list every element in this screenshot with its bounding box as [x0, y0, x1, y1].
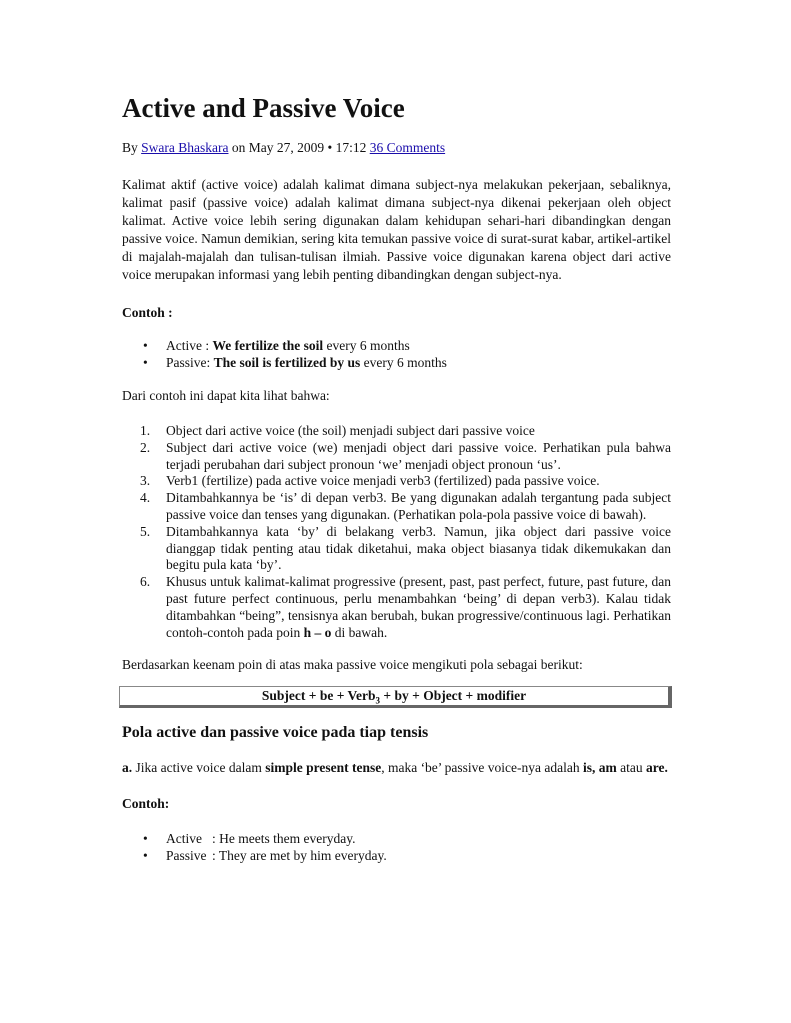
example-suffix: every 6 months: [360, 355, 447, 370]
example-bold: The soil is fertilized by us: [213, 355, 361, 370]
section-heading: Pola active dan passive voice pada tiap tensis: [122, 724, 429, 742]
item-a-paragraph: [122, 759, 671, 777]
contoh2-label: Contoh:: [122, 796, 170, 812]
step-number: 1.: [140, 423, 151, 438]
author-link[interactable]: Swara Bhaskara: [141, 140, 229, 155]
page-title: Active and Passive Voice: [122, 93, 405, 123]
formula-before: Subject + be + Verb: [261, 687, 376, 703]
example-suffix: every 6 months: [323, 338, 410, 353]
formula-after: + by + Object + modifier: [380, 687, 527, 703]
list-item: [122, 574, 671, 641]
example2-label: Active: [166, 831, 202, 847]
steps-list: [122, 423, 671, 641]
example2-label: Passive: [166, 848, 207, 864]
item-a-bold: are.: [646, 760, 668, 776]
item-a-text: atau: [616, 760, 646, 776]
intro-paragraph: Kalimat aktif (active voice) adalah kalimat dimana subject-nya melakukan pekerjaan, sebaliknya, kalimat pasif (passive voice) adalah kalimat dimana subject-nya dikenai pekerjaan oleh object kalimat. Active voice lebih sering digunakan dalam kehidupan sehari-hari dibandingkan dengan passive voice. Namun demikian, sering kita temukan passive voice di surat-surat kabar, artikel-artikel di majalah-majalah dan tulisan-tulisan ilmiah. Passive voice digunakan karena object dari active voice merupakan informasi yang lebih penting dibandingkan dengan subject-nya.: [122, 177, 671, 282]
list-item: [122, 423, 671, 440]
step-text: Ditambahkannya be ‘is’ di depan verb3. Be yang digunakan adalah tergantung pada subject passive voice dan tenses yang digunakan. (Perhatikan pola-pola passive voice di bawah).: [166, 490, 671, 522]
formula-box: [119, 686, 672, 708]
example2-text: : He meets them everyday.: [212, 831, 356, 847]
step-number: 6.: [140, 574, 151, 590]
byline-date: on May 27, 2009 • 17:12: [228, 140, 370, 155]
step-text: Verb1 (fertilize) pada active voice menjadi verb3 (fertilized) pada passive voice.: [166, 473, 600, 489]
list-item: [122, 524, 671, 574]
list-item: [122, 354, 671, 371]
list-item: [122, 337, 671, 354]
step-text: Subject dari active voice (we) menjadi object dari passive voice. Perhatikan pula bahwa terjadi perubahan dari subject pronoun ‘we’ menjadi object pronoun ‘us’.: [166, 439, 671, 472]
example-list: [122, 337, 671, 371]
formula-text: [262, 688, 526, 706]
example-bold: We fertilize the soil: [212, 338, 324, 353]
list-item: [122, 473, 671, 490]
example-prefix: Passive:: [166, 355, 214, 370]
formula-subscript: 3: [375, 695, 381, 706]
list-item: [122, 490, 671, 524]
item-a-bold: is, am: [583, 760, 617, 776]
berdasarkan-paragraph: Berdasarkan keenam poin di atas maka passive voice mengikuti pola sebagai berikut:: [122, 657, 583, 673]
step-suffix: di bawah.: [331, 624, 388, 640]
item-a-text: , maka ‘be’ passive voice-nya adalah: [381, 760, 583, 776]
item-a-label: a.: [122, 760, 133, 776]
byline: [122, 139, 671, 157]
list-item: [122, 440, 671, 474]
step-text: Khusus untuk kalimat-kalimat progressive (present, past, past perfect, future, past future, dan past future perfect continuous, perlu menambahkan ‘being’ di depan verb3). Kalau tidak ditambahkan “being”, tensisnya akan berubah, bukan progressive/continuous lagi. Perhatikan contoh-contoh pada poin: [166, 574, 671, 640]
comments-link[interactable]: 36 Comments: [369, 140, 446, 155]
step-text: Ditambahkannya kata ‘by’ di belakang verb3. Namun, jika object dari passive voice dianggap tidak penting atau tidak diketahui, maka object biasanya tidak dikemukakan dan begitu pula kata ‘by’.: [166, 523, 671, 573]
list-item: [122, 847, 671, 864]
document-page: [122, 92, 671, 864]
step-number: 3.: [140, 473, 151, 489]
step-number: 5.: [140, 523, 151, 539]
example2-list: [122, 830, 671, 864]
dari-paragraph: Dari contoh ini dapat kita lihat bahwa:: [122, 388, 330, 403]
contoh-label: Contoh :: [122, 305, 173, 320]
step-text: Object dari active voice (the soil) menjadi subject dari passive voice: [166, 423, 535, 438]
step-number: 4.: [140, 490, 151, 506]
byline-prefix: By: [122, 140, 142, 155]
step-number: 2.: [140, 439, 151, 455]
item-a-bold: simple present tense: [265, 760, 382, 776]
step-bold: h – o: [303, 624, 332, 640]
example2-text: : They are met by him everyday.: [212, 848, 387, 864]
example-prefix: Active :: [166, 338, 213, 353]
item-a-text: Jika active voice dalam: [132, 760, 266, 776]
list-item: [122, 830, 671, 847]
